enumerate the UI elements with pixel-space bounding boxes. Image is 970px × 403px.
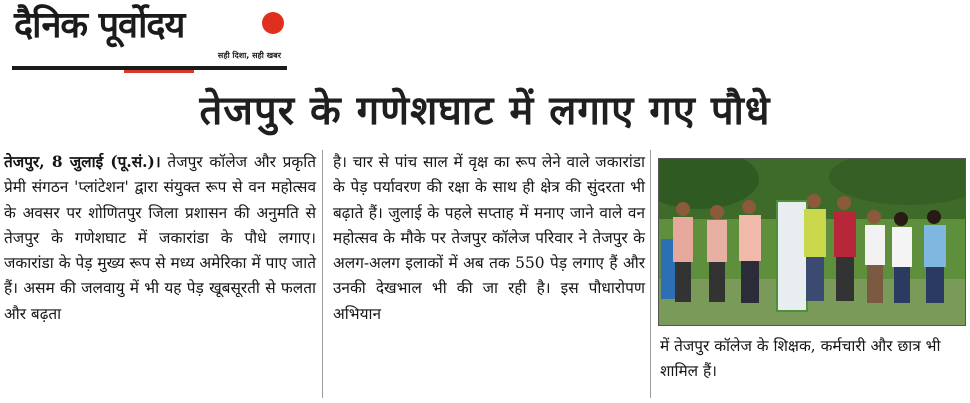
article-column-2 xyxy=(333,150,645,327)
newspaper-name: दैनिक पूर्वोदय xyxy=(14,5,185,46)
article-column-2-text: है। चार से पांच साल में वृक्ष का रूप लेने वाले जकारांडा के पेड़ पर्यावरण की रक्षा के साथ ही क्षेत्र की सुंदरता भी बढ़ाते हैं। जुलाई के पहले सप्ताह में मनाए जाने वाले वन महोत्सव के मौके पर तेजपुर कॉलेज परिवार ने तेजपुर के अलग-अलग इलाकों में अब तक 550 पेड़ लगाए हैं और उनकी देखभाल भी की जा रही है। इस पौधारोपण अभियान xyxy=(333,153,645,323)
plantation-photo-illustration xyxy=(659,159,965,325)
article-headline: तेजपुर के गणेशघाट में लगाए गए पौधे xyxy=(199,88,771,134)
article-column-1 xyxy=(4,150,316,327)
article-dateline: तेजपुर, 8 जुलाई (पू.सं.)। xyxy=(4,153,161,171)
column-divider xyxy=(322,150,323,398)
masthead-accent-rule xyxy=(124,70,194,73)
masthead-red-dot xyxy=(262,12,284,34)
photo-caption: में तेजपुर कॉलेज के शिक्षक, कर्मचारी और छात्र भी शामिल हैं। xyxy=(660,337,941,381)
article-column-1-text: तेजपुर कॉलेज और प्रकृति प्रेमी संगठन 'प्लांटेशन' द्वारा संयुक्त रूप से वन महोत्सव के अवसर पर शोणितपुर जिला प्रशासन की अनुमति से तेजपुर के गणेशघाट में जकारांडा के पौधे लगाए। जकारांडा के पेड़ मुख्य रूप से मध्य अमेरिका में पाए जाते हैं। असम की जलवायु में भी यह पेड़ खूबसूरती से फलता और बढ़ता xyxy=(4,153,316,323)
column-divider xyxy=(650,150,651,398)
masthead-tagline: सही दिशा, सही खबर xyxy=(217,51,281,60)
plantation-photo xyxy=(658,158,966,326)
masthead xyxy=(12,4,287,74)
